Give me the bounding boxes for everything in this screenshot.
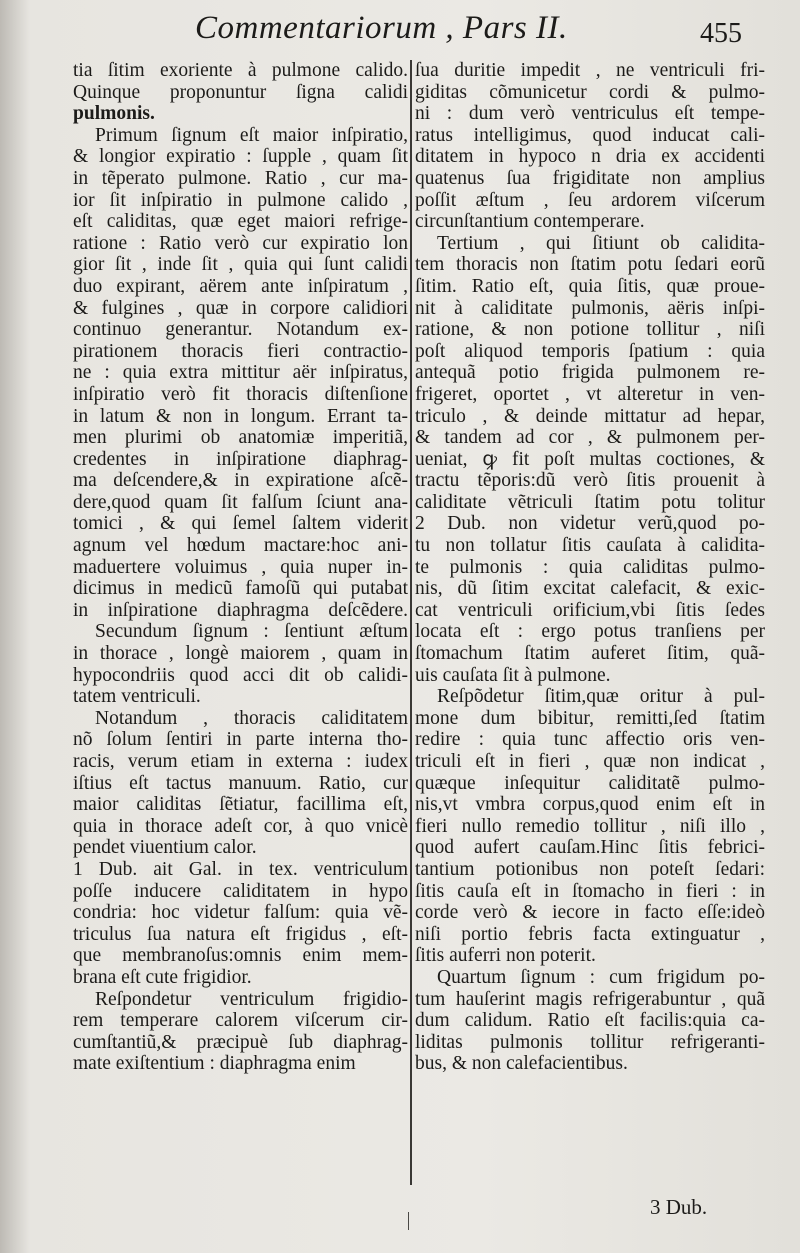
text-line: corde verò & iecore in facto eſſe:ideò bbox=[415, 902, 765, 924]
text-line: in latum & non in longum. Errant ta- bbox=[73, 405, 408, 427]
text-line: agnum vel hœdum mactare:hoc ani- bbox=[73, 535, 408, 557]
text-line: Reſpõdetur ſitim,quæ oritur à pul- bbox=[437, 686, 765, 708]
text-line: & longior expiratio : ſupple , quam ſit bbox=[73, 146, 408, 168]
text-line: inſpiratio verò fit thoracis diſtenſione bbox=[73, 383, 408, 405]
text-line: caliditate vẽtriculi ſtatim potu tolitur bbox=[415, 491, 765, 513]
text-line: ratione, & non potione tollitur , niſi bbox=[415, 319, 765, 341]
text-line: ſitim. Ratio eſt, quia ſitis, quæ proue- bbox=[415, 275, 765, 297]
text-line: poſt aliquod temporis ſpatium : quia bbox=[415, 340, 765, 362]
text-line: credentes in inſpiratione diaphrag- bbox=[73, 448, 408, 470]
text-line: & tandem ad cor , & pulmonem per- bbox=[415, 427, 765, 449]
text-line: dere,quod quam ſit falſum ſciunt ana- bbox=[73, 491, 408, 513]
text-line: poſſe inducere caliditatem in hypo bbox=[73, 880, 408, 902]
text-line: ma deſcendere,& in expiratione aſcẽ- bbox=[73, 470, 408, 492]
text-line: racis, verum etiam in externa : iudex bbox=[73, 751, 408, 772]
text-line: mate exiſtentium : diaphragma enim bbox=[73, 1053, 356, 1075]
text-line: Primum ſignum eſt maior inſpiratio, bbox=[95, 124, 408, 146]
text-line: poſſit æſtum , ſeu ardorem viſcerum bbox=[415, 189, 765, 211]
page-number: 455 bbox=[700, 18, 742, 49]
text-line: locata eſt : ergo potus tranſiens per bbox=[415, 621, 765, 643]
text-line: circunſtantium contemperare. bbox=[415, 211, 645, 233]
text-line: dicimus in medicũ famoſũ qui putabat bbox=[73, 578, 408, 600]
text-line: in tẽperato pulmone. Ratio , cur ma- bbox=[73, 167, 408, 189]
text-line: liditas pulmonis tollitur refrigeranti- bbox=[415, 1031, 765, 1053]
text-line: tatem ventriculi. bbox=[73, 686, 201, 708]
text-line: giditas cõmunicetur cordi & pulmo- bbox=[415, 81, 765, 103]
text-line: 1 Dub. ait Gal. in tex. ventriculum bbox=[73, 858, 408, 880]
text-line: ſtomachum ſtatim auferet ſitim, quã- bbox=[415, 643, 765, 665]
text-line: quæque inſequitur caliditatẽ pulmo- bbox=[415, 772, 765, 794]
text-line: triculus ſua natura eſt frigidus , eſt- bbox=[73, 923, 408, 945]
text-line: nit à caliditate pulmonis, aëris inſpi- bbox=[415, 297, 765, 319]
text-line: triculi eſt in fieri , quæ non indicat , bbox=[415, 751, 765, 772]
column-rule bbox=[410, 60, 412, 1185]
text-line: condria: hoc videtur falſum: quia vẽ- bbox=[73, 902, 408, 924]
text-line: triculo , & deinde mittatur ad hepar, bbox=[415, 405, 765, 427]
text-line: quatenus ſua frigiditate non amplius bbox=[415, 167, 765, 189]
text-line: fieri nullo remedio tollitur , niſi illo , bbox=[415, 815, 765, 837]
text-line: pendet viuentium calor. bbox=[73, 837, 257, 859]
text-line: Secundum ſignum : ſentiunt æſtum bbox=[95, 621, 408, 643]
text-line: ſitis auferri non poterit. bbox=[415, 945, 596, 967]
text-line: tractu tẽporis:dũ verò ſitis prouenit à bbox=[415, 470, 765, 492]
text-line: tum hauſerint magis refrigerabuntur , quã bbox=[415, 988, 765, 1010]
text-line: duo expirant, aërem ante inſpiratum , bbox=[73, 275, 408, 297]
running-title: Commentariorum , Pars II. bbox=[195, 10, 568, 46]
text-line: quia in thorace adeſt cor, à quo vnicè bbox=[73, 815, 408, 837]
text-line: Quartum ſignum : cum frigidum po- bbox=[437, 966, 765, 988]
text-line: frigeret, oportet , vt alteretur in ven- bbox=[415, 383, 765, 405]
catchword: 3 Dub. bbox=[650, 1195, 708, 1219]
text-line: ne : quia extra mittitur aër inſpiratus, bbox=[73, 362, 408, 384]
text-line: tem thoracis non ſtatim potu ſedari eorũ bbox=[415, 254, 765, 276]
text-line: tomici , & qui ſemel ſaltem viderit bbox=[73, 513, 408, 535]
text-line: Quinque proponuntur ſigna calidi bbox=[73, 81, 408, 103]
text-line: Reſpondetur ventriculum frigidio- bbox=[95, 988, 408, 1010]
text-line: ſua duritie impedit , ne ventriculi fri- bbox=[415, 60, 765, 81]
text-line: Tertium , qui ſitiunt ob calidita- bbox=[437, 232, 765, 254]
text-line: antequã potio frigida pulmonem re- bbox=[415, 362, 765, 384]
text-line: nõ ſolum ſentiri in parte interna tho- bbox=[73, 729, 408, 751]
text-line: cat ventriculi orificium,vbi ſitis ſedes bbox=[415, 599, 765, 621]
text-line: pirationem thoracis fieri contractio- bbox=[73, 340, 408, 362]
text-line: iſtius eſt tactus manuum. Ratio, cur bbox=[73, 772, 408, 794]
text-line: hypocondriis quod acci dit ob calidi- bbox=[73, 664, 408, 686]
text-line: redire : quia tunc affectio oris ven- bbox=[415, 729, 765, 751]
text-line: & fulgines , quæ in corpore calidiori bbox=[73, 297, 408, 319]
text-line: gior ſit , inde ſit , quia qui ſunt calidi bbox=[73, 254, 408, 276]
text-line: in thorace , longè maiorem , quam in bbox=[73, 643, 408, 665]
text-line: dum calidum. Ratio eſt facilis:quia ca- bbox=[415, 1010, 765, 1032]
text-line: ueniat, ꝙ fit poſt multas coctiones, & bbox=[415, 448, 765, 470]
text-line: ſitis cauſa eſt in ſtomacho in fieri : in bbox=[415, 880, 765, 902]
text-line: nis, dũ ſitim excitat calefacit, & exic- bbox=[415, 578, 765, 600]
text-line: brana eſt cute frigidior. bbox=[73, 966, 252, 988]
text-line: nis,vt vmbra corpus,quod enim eſt in bbox=[415, 794, 765, 816]
text-line: 2 Dub. non videtur verũ,quod po- bbox=[415, 513, 765, 535]
text-line: tia ſitim exoriente à pulmone calido. bbox=[73, 60, 408, 81]
text-line: quod aufert cauſam.Hinc ſitis febrici- bbox=[415, 837, 765, 859]
page-header bbox=[0, 0, 800, 60]
text-line: uis cauſata ſit à pulmone. bbox=[415, 664, 611, 686]
left-text-column bbox=[73, 60, 408, 1075]
printer-mark bbox=[408, 1212, 409, 1230]
text-line: pulmonis. bbox=[73, 103, 155, 125]
right-text-column bbox=[415, 60, 765, 1075]
text-line: tu non tollatur ſitis cauſata à calidita- bbox=[415, 535, 765, 557]
text-line: maduertere voluimus , quia nuper in- bbox=[73, 556, 408, 578]
text-line: cumſtantiũ,& præcipuè ſub diaphrag- bbox=[73, 1031, 408, 1053]
text-line: ditatem in hypoco n dria ex accidenti bbox=[415, 146, 765, 168]
text-line: ior ſit inſpiratio in pulmone calido , bbox=[73, 189, 408, 211]
text-line: que membranoſus:omnis enim mem- bbox=[73, 945, 408, 967]
text-line: in inſpiratione diaphragma deſcẽdere. bbox=[73, 599, 408, 621]
text-line: maior caliditas ſẽtiatur, facillima eſt, bbox=[73, 794, 408, 816]
text-line: te pulmonis : quia caliditas pulmo- bbox=[415, 556, 765, 578]
text-line: mone dum bibitur, remitti,ſed ſtatim bbox=[415, 707, 765, 729]
text-line: rem temperare calorem viſcerum cir- bbox=[73, 1010, 408, 1032]
text-line: ratione : Ratio verò cur expiratio lon bbox=[73, 232, 408, 254]
text-line: ni : dum verò ventriculus eſt tempe- bbox=[415, 103, 765, 125]
text-line: tantium potionibus non poteſt ſedari: bbox=[415, 858, 765, 880]
text-line: niſi portio febris facta extinguatur , bbox=[415, 923, 765, 945]
text-line: eſt caliditas, quæ eget maiori refrige- bbox=[73, 211, 408, 233]
text-line: men plurimi ob anatomiæ imperitiã, bbox=[73, 427, 408, 449]
text-line: ratus intelligimus, quod inducat cali- bbox=[415, 124, 765, 146]
text-line: bus, & non calefacientibus. bbox=[415, 1053, 628, 1075]
text-line: Notandum , thoracis caliditatem bbox=[95, 707, 408, 729]
text-line: continuo generantur. Notandum ex- bbox=[73, 319, 408, 341]
